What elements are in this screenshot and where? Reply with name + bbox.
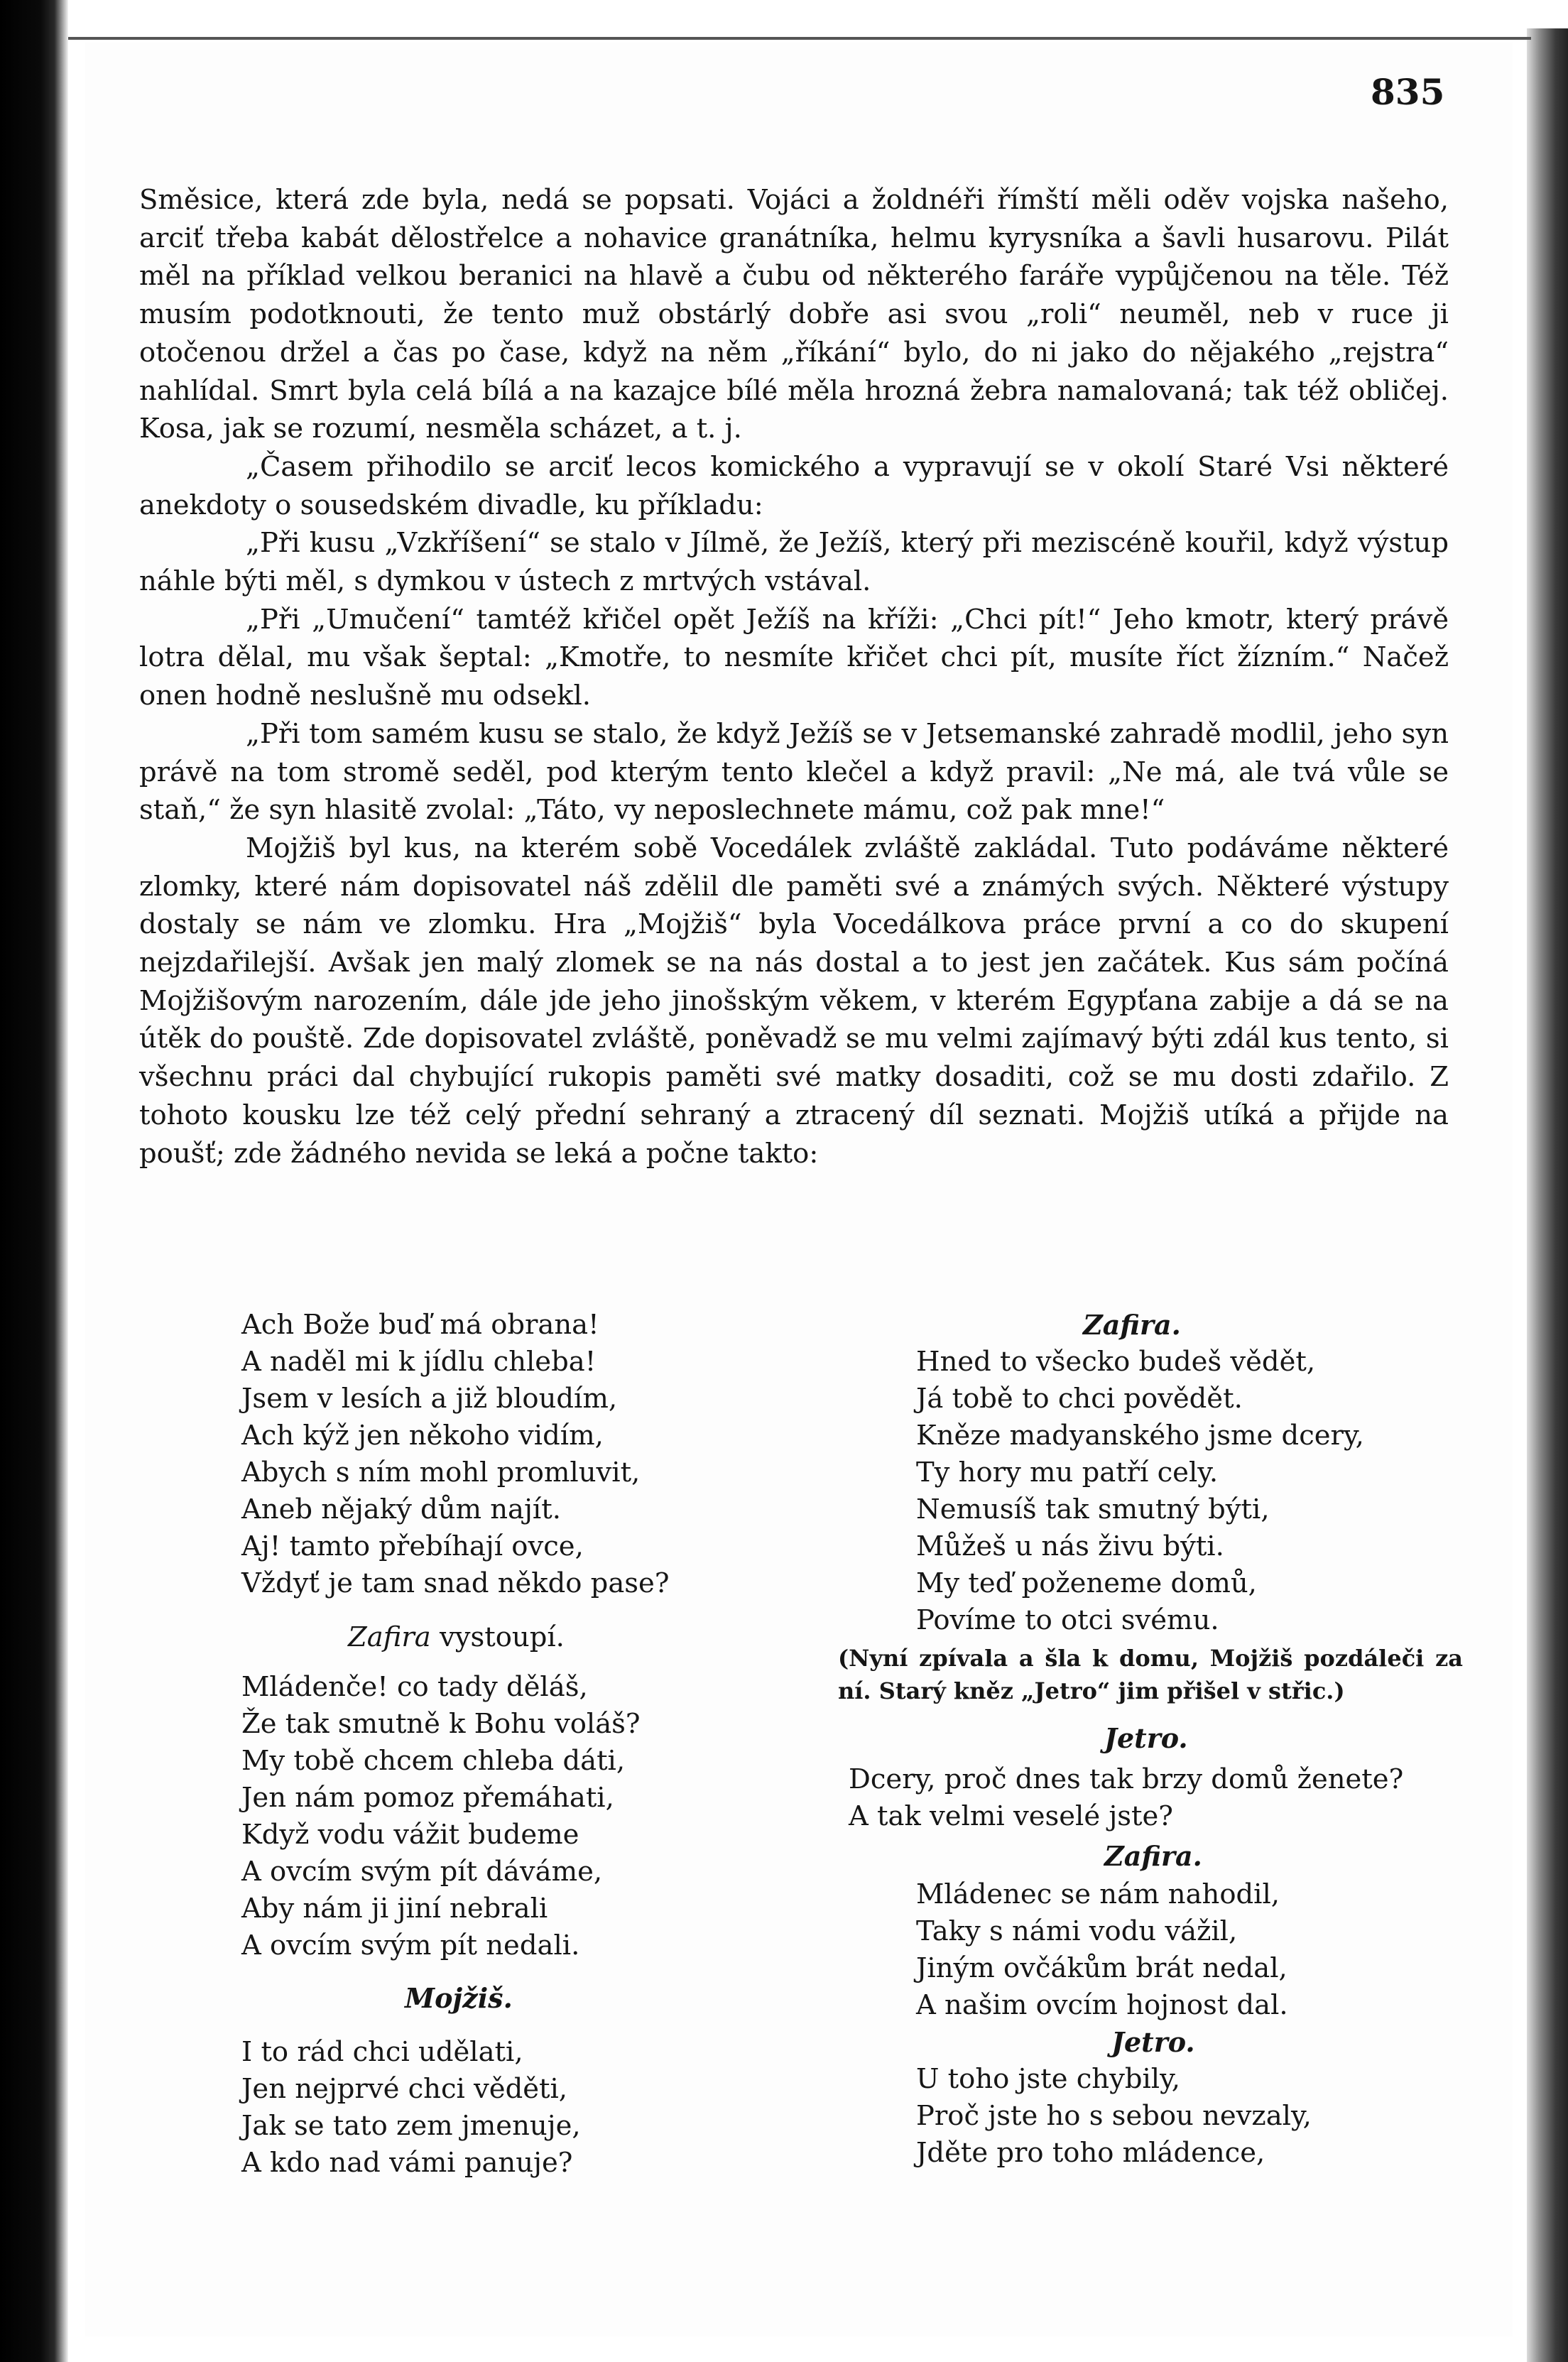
- verse-line: Abych s ním mohl promluvit,: [241, 1457, 641, 1489]
- speaker-mojzis: Mojžiš.: [405, 1982, 513, 2014]
- verse-block-zafira-greeting: [241, 1669, 838, 1964]
- verse-line: Jiným ovčákům brát nedal,: [916, 1952, 1287, 1984]
- verse-line: I to rád chci udělati,: [241, 2036, 523, 2068]
- verse-block-zafira-answer: [916, 1344, 1463, 1639]
- verse-line: A naděl mi k jídlu chleba!: [241, 1346, 597, 1378]
- verse-line: Jak se tato zem jmenuje,: [241, 2110, 581, 2142]
- verse-column-right: [838, 1307, 1463, 2172]
- verse-line: Povíme to otci svému.: [916, 1604, 1219, 1636]
- verse-line: Hned to všecko budeš vědět,: [916, 1346, 1316, 1378]
- verse-line: Můžeš u nás živu býti.: [916, 1530, 1224, 1562]
- verse-line: Jen nám pomoz přemáhati,: [241, 1782, 614, 1814]
- verse-block-mojzis-lament: [241, 1307, 838, 1602]
- verse-line: Kněze madyanského jsme dcery,: [916, 1420, 1364, 1452]
- verse-line: My tobě chcem chleba dáti,: [241, 1745, 626, 1777]
- verse-line: Vždyť je tam snad někdo pase?: [241, 1567, 670, 1599]
- scan-right-edge: [1527, 28, 1568, 2362]
- speaker-zafira: Zafira.: [1104, 1840, 1202, 1872]
- paragraph-anecdote-resurrection: „Při kusu „Vzkříšení“ se stalo v Jílmě, že Ježíš, který při meziscéně kouřil, když výstup náhle býti měl, s dymkou v ústech z mrtvých vstával.: [139, 527, 1449, 598]
- paragraph-anecdote-garden: „Při tom samém kusu se stalo, že když Ježíš se v Jetsemanské zahradě modlil, jeho syn právě na tom stromě seděl, pod kterým tento klečel a když pravil: „Ne má, ale tvá vůle se staň,“ že syn hlasitě zvolal: „Táto, vy neposlechnete mámu, což pak mne!“: [139, 717, 1449, 827]
- stage-speaker-name: Zafira: [348, 1621, 431, 1653]
- verse-line: A ovcím svým pít dáváme,: [241, 1856, 603, 1888]
- verse-line: Mládenec se nám nahodil,: [916, 1878, 1280, 1910]
- paragraph-anecdotes-intro: „Časem přihodilo se arciť lecos komického a vypravují se v okolí Staré Vsi některé anekdoty o sousedském divadle, ku příkladu:: [139, 450, 1449, 521]
- scan-binding-edge: [0, 0, 68, 2362]
- verse-line: Aneb nějaký dům najít.: [241, 1493, 561, 1525]
- verse-line: Mládenče! co tady děláš,: [241, 1671, 588, 1703]
- verse-block-mojzis-reply: [241, 2034, 838, 2182]
- verse-line: Dcery, proč dnes tak brzy domů ženete?: [849, 1763, 1404, 1795]
- verse-line: My teď poženeme domů,: [916, 1567, 1257, 1599]
- verse-line: A našim ovcím hojnost dal.: [916, 1989, 1288, 2021]
- verse-block-jetro-question: [849, 1761, 1463, 1835]
- verse-line: U toho jste chybily,: [916, 2063, 1180, 2095]
- verse-line: Když vodu vážit budeme: [241, 1819, 579, 1851]
- verse-line: Já tobě to chci povědět.: [916, 1383, 1243, 1415]
- verse-line: Nemusíš tak smutný býti,: [916, 1493, 1270, 1525]
- verse-line: Ty hory mu patří cely.: [916, 1457, 1219, 1489]
- verse-line: Ach kýž jen někoho vidím,: [241, 1420, 604, 1452]
- speaker-jetro: Jetro.: [1111, 2026, 1195, 2058]
- paragraph-anecdote-crucifixion: „Při „Umučení“ tamtéž křičel opět Ježíš na kříži: „Chci pít!“ Jeho kmotr, který právě lotra dělal, mu však šeptal: „Kmotře, to nesmíte křičet chci pít, musíte říct žízním.“ Načež onen hodně neslušně mu odsekl.: [139, 603, 1449, 712]
- stage-direction-text: vystoupí.: [430, 1621, 565, 1653]
- verse-line: Aby nám ji jiní nebrali: [241, 1893, 548, 1925]
- stage-note-jetro-arrives: (Nyní zpívala a šla k domu, Mojžiš pozdáleči za ní. Starý kněz „Jetro“ jim přišel v střic.): [838, 1645, 1463, 1704]
- verse-block-zafira-explains: [916, 1876, 1463, 2024]
- verse-line: A ovcím svým pít nedali.: [241, 1930, 580, 1961]
- verse-block-jetro-reply: [916, 2061, 1463, 2172]
- verse-line: Že tak smutně k Bohu voláš?: [241, 1708, 641, 1740]
- page-top-rule: [68, 37, 1531, 40]
- verse-line: A kdo nad vámi panuje?: [241, 2147, 573, 2179]
- verse-line: Jen nejprvé chci věděti,: [241, 2073, 568, 2105]
- verse-line: Aj! tamto přebíhají ovce,: [241, 1530, 584, 1562]
- paragraph-mojzis-play: Mojžiš byl kus, na kterém sobě Vocedálek zvláště zakládal. Tuto podáváme některé zlomky, které nám dopisovatel náš zdělil dle paměti své a známých svých. Některé výstupy dostaly se nám ve zlomku. Hra „Mojžiš“ byla Vocedálkova práce první a co do skupení nejzdařilejší. Avšak jen malý zlomek se na nás dostal a to jest jen začátek. Kus sám počíná Mojžišovým narozením, dále jde jeho jinošským věkem, v kterém Egypťana zabije a dá se na útěk do pouště. Zde dopisovatel zvláště, poněvadž se mu velmi zajímavý býti zdál kus tento, si všechnu práci dal chybující rukopis paměti své matky dosaditi, což se mu dosti zdařilo. Z tohoto kousku lze též celý přední sehraný a ztracený díl seznati. Mojžiš utíká a přijde na poušť; zde žádného nevida se leká a počne takto:: [139, 832, 1449, 1170]
- paragraph-costumes: Směsice, která zde byla, nedá se popsati. Vojáci a žoldnéři římští měli oděv vojska našeho, arciť třeba kabát dělostřelce a nohavice granátníka, helmu kyrysníka a šavli husarovu. Pilát měl na příklad velkou beranici na hlavě a čubu od některého faráře vypůjčenou na těle. Též musím podotknouti, že tento muž obstárlý dobře asi svou „roli“ neuměl, neb v ruce ji otočenou držel a čas po čase, když na něm „říkání“ bylo, do ni jako do nějakého „rejstra“ nahlídal. Smrt byla celá bílá a na kazajce bílé měla hrozná žebra namalovaná; tak též obličej. Kosa, jak se rozumí, nesměla scházet, a t. j.: [139, 184, 1449, 445]
- page-number: 835: [1371, 71, 1445, 113]
- speaker-zafira: Zafira.: [1083, 1309, 1181, 1341]
- verse-line: Taky s námi vodu vážil,: [916, 1915, 1238, 1947]
- verse-column-left: [241, 1307, 838, 2182]
- verse-line: Jsem v lesích a již bloudím,: [241, 1383, 618, 1415]
- stage-direction-zafira-enters: [348, 1619, 838, 1656]
- verse-line: Ach Bože buď má obrana!: [241, 1309, 599, 1341]
- verse-line: A tak velmi veselé jste?: [849, 1800, 1173, 1832]
- verse-line: Jděte pro toho mládence,: [916, 2137, 1265, 2169]
- verse-line: Proč jste ho s sebou nevzaly,: [916, 2100, 1312, 2132]
- prose-body: [139, 181, 1449, 1172]
- speaker-jetro: Jetro.: [1104, 1722, 1188, 1754]
